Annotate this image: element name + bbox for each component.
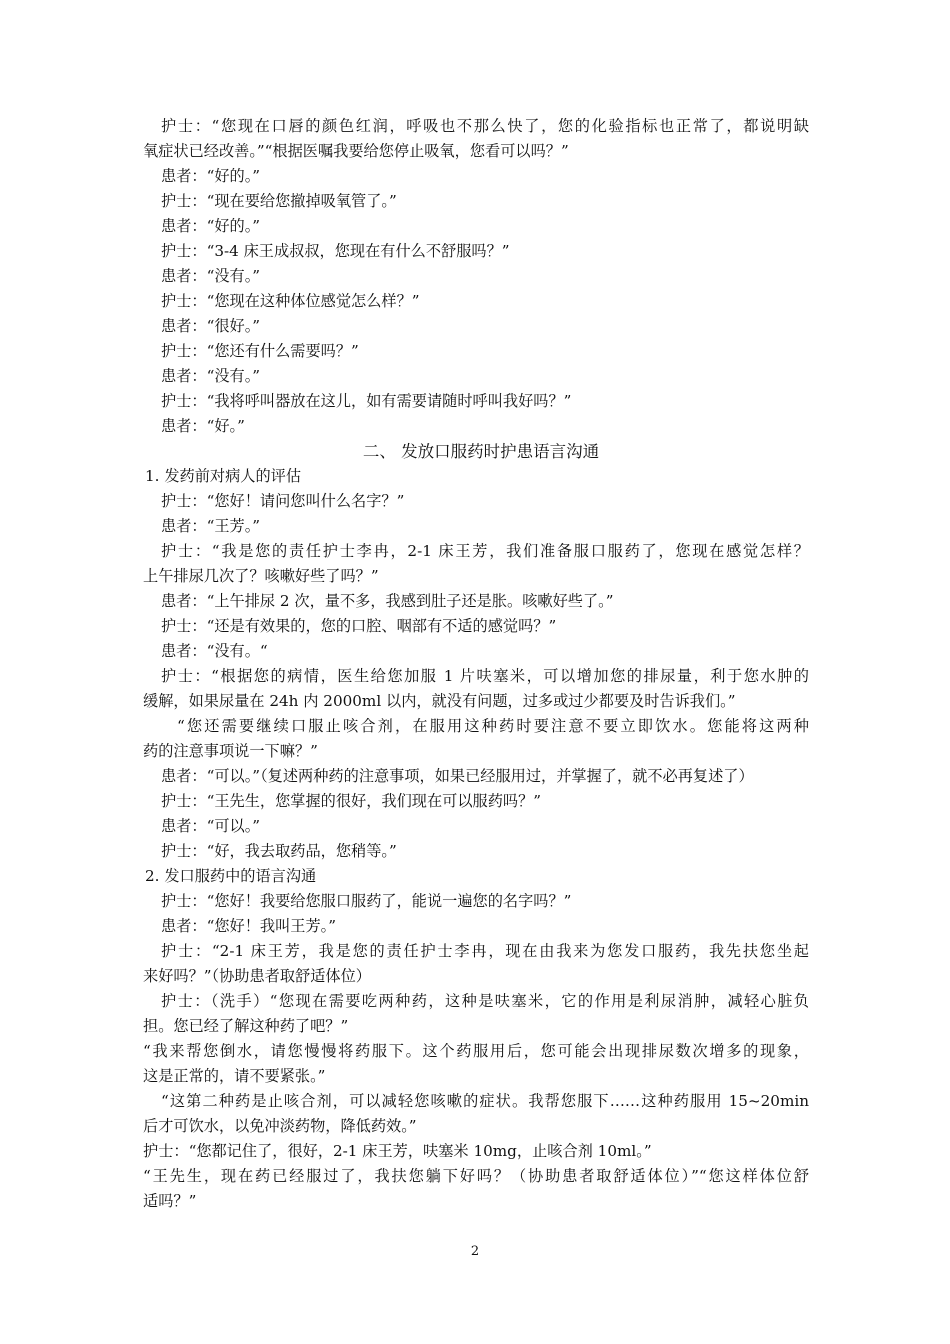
text-line: 药的注意事项说一下嘛？” (143, 742, 318, 760)
text-line: 护士：“我是您的责任护士李冉，2-1 床王芳，我们准备服口服药了，您现在感觉怎样？ (161, 542, 809, 560)
text-line: 护士：“您都记住了，很好，2-1 床王芳，呋塞米 10mg，止咳合剂 10ml。” (143, 1142, 652, 1160)
section-heading: 二、 发放口服药时护患语言沟通 (362, 442, 600, 461)
subsection-heading: 2. 发口服药中的语言沟通 (145, 867, 317, 885)
text-line: 患者：“可以。”（复述两种药的注意事项，如果已经服用过，并掌握了，就不必再复述了） (161, 767, 754, 785)
text-line: 护士：“您好！请问您叫什么名字？” (161, 492, 405, 510)
text-line: 患者：“可以。” (161, 817, 261, 835)
text-line: 护士：“3-4 床王成叔叔，您现在有什么不舒服吗？” (161, 242, 510, 260)
text-line: 患者：“您好！我叫王芳。” (161, 917, 336, 935)
text-line: 护士：“王先生，您掌握的很好，我们现在可以服药吗？” (161, 792, 542, 810)
text-line: 适吗？” (143, 1192, 197, 1210)
text-line: 来好吗？”（协助患者取舒适体位） (143, 967, 371, 985)
text-line: 患者：“没有。“ (161, 642, 268, 660)
text-line: 护士：“您现在口唇的颜色红润，呼吸也不那么快了，您的化验指标也正常了，都说明缺 (161, 117, 809, 135)
text-line: 上午排尿几次了？咳嗽好些了吗？” (143, 567, 379, 585)
text-line: 患者：“好的。” (161, 217, 261, 235)
text-line: 护士：“您好！我要给您服口服药了，能说一遍您的名字吗？” (161, 892, 572, 910)
text-line: 氧症状已经改善。”“根据医嘱我要给您停止吸氧，您看可以吗？” (143, 142, 569, 160)
text-line: 患者：“王芳。” (161, 517, 261, 535)
text-line: 护士：“2-1 床王芳，我是您的责任护士李冉，现在由我来为您发口服药，我先扶您坐起 (161, 942, 809, 960)
text-line: “您还需要继续口服止咳合剂，在服用这种药时要注意不要立即饮水。您能将这两种 (177, 717, 809, 735)
text-line: 担。您已经了解这种药了吧？” (143, 1017, 349, 1035)
page-number: 2 (470, 1244, 480, 1259)
text-line: 患者：“没有。” (161, 367, 261, 385)
text-line: 护士：“我将呼叫器放在这儿，如有需要请随时呼叫我好吗？” (161, 392, 572, 410)
text-line: 护士：（洗手）“您现在需要吃两种药，这种是呋塞米，它的作用是利尿消肿，减轻心脏负 (161, 992, 809, 1010)
subsection-heading: 1. 发药前对病人的评估 (145, 467, 302, 485)
text-line: 护士：“好，我去取药品，您稍等。” (161, 842, 397, 860)
text-line: 缓解，如果尿量在 24h 内 2000ml 以内，就没有问题，过多或过少都要及时告诉我们。” (143, 692, 736, 710)
text-line: 患者：“很好。” (161, 317, 261, 335)
document-body (143, 114, 809, 1214)
text-line: “我来帮您倒水，请您慢慢将药服下。这个药服用后，您可能会出现排尿数次增多的现象， (143, 1042, 809, 1060)
text-line: 后才可饮水，以免冲淡药物，降低药效。” (143, 1117, 417, 1135)
text-line: 护士：“还是有效果的，您的口腔、咽部有不适的感觉吗？” (161, 617, 557, 635)
text-line: 这是正常的，请不要紧张。” (143, 1067, 326, 1085)
text-line: 患者：“上午排尿 2 次，量不多，我感到肚子还是胀。咳嗽好些了。” (161, 592, 614, 610)
text-line: 患者：“好。” (161, 417, 245, 435)
text-line: 护士：“您还有什么需要吗？” (161, 342, 359, 360)
text-line: 护士：“您现在这种体位感觉怎么样？” (161, 292, 420, 310)
text-line: “王先生，现在药已经服过了，我扶您躺下好吗？（协助患者取舒适体位）”“您这样体位舒 (143, 1167, 809, 1185)
text-line: 护士：“现在要给您撤掉吸氧管了。” (161, 192, 397, 210)
text-line: 患者：“没有。” (161, 267, 261, 285)
text-line: 护士：“根据您的病情，医生给您加服 1 片呋塞米，可以增加您的排尿量，利于您水肿的 (161, 667, 809, 685)
text-line: 患者：“好的。” (161, 167, 261, 185)
text-line: “这第二种药是止咳合剂，可以减轻您咳嗽的症状。我帮您服下……这种药服用 15~20min (161, 1092, 809, 1110)
